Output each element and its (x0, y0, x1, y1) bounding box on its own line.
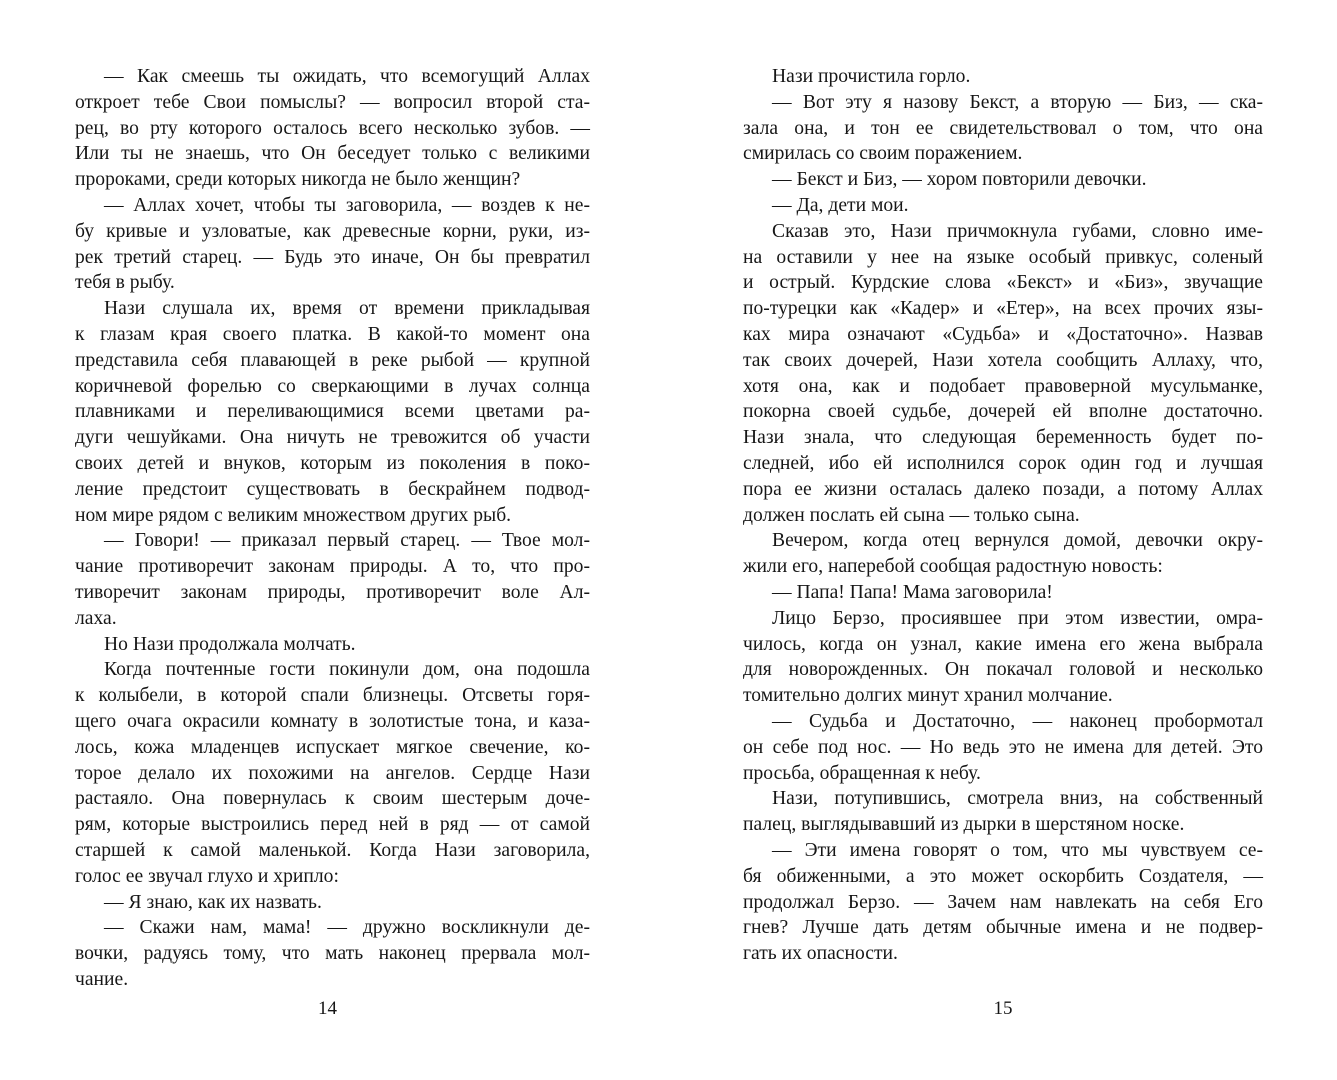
text-line: рям, которые выстроились перед ней в ряд — от самой (75, 814, 590, 836)
text-line: зала она, и тон ее свидетельствовал о том, что она (743, 117, 1263, 139)
text-line: бу кривые и узловатые, как древесные корни, руки, из- (75, 220, 590, 242)
text-line: дуги чешуйками. Она ничуть не тревожится об участи (75, 427, 590, 449)
text-line: откроет тебе Свои помыслы? — вопросил второй ста- (75, 91, 590, 113)
text-line: ках мира означают «Судьба» и «Достаточно». Назвав (743, 323, 1263, 345)
text-line: тебя в рыбу. (75, 272, 175, 294)
text-line: — Да, дети мои. (772, 194, 909, 216)
text-line: покорна своей судьбе, дочерей ей вполне достаточно. (743, 401, 1263, 423)
text-line: просьба, обращенная к небу. (743, 762, 981, 784)
text-line: тиворечит законам природы, противоречит воле Ал- (75, 581, 590, 603)
text-line: Или ты не знаешь, что Он беседует только с великими (75, 143, 590, 165)
text-line: Нази, потупившись, смотрела вниз, на собственный (772, 788, 1263, 810)
text-line: пророками, среди которых никогда не было женщин? (75, 169, 521, 191)
text-line: Вечером, когда отец вернулся домой, девочки окру- (772, 530, 1263, 552)
text-line: к глазам края своего платка. В какой-то момент она (75, 323, 590, 345)
text-line: следней, ибо ей исполнился сорок один год и лучшая (743, 452, 1263, 474)
text-line: — Говори! — приказал первый старец. — Твое мол- (104, 530, 590, 552)
text-line: Нази прочистила горло. (772, 66, 971, 87)
text-line: Нази знала, что следующая беременность будет по- (743, 427, 1263, 449)
text-line: томительно долгих минут хранил молчание. (743, 685, 1113, 707)
text-line: Нази слушала их, время от времени прикладывая (104, 298, 590, 320)
text-line: гать их опасности. (743, 943, 898, 965)
text-line: лось, кожа младенцев испускает мягкое свечение, ко- (75, 736, 590, 758)
text-line: — Бекст и Биз, — хором повторили девочки. (772, 169, 1147, 191)
text-line: лаха. (75, 607, 117, 629)
text-line: — Папа! Папа! Мама заговорила! (772, 581, 1053, 603)
left-page-text (75, 64, 590, 993)
text-line: — Вот эту я назову Бекст, а вторую — Биз, — ска- (772, 91, 1263, 113)
text-line: смирилась со своим поражением. (743, 143, 1023, 165)
text-line: старшей к самой маленькой. Когда Нази заговорила, (75, 839, 590, 861)
text-line: так своих дочерей, Нази хотела сообщить Аллаху, что, (743, 349, 1263, 371)
text-line: — Судьба и Достаточно, — наконец пробормотал (772, 710, 1263, 732)
text-line: продолжал Берзо. — Зачем нам навлекать на себя Его (743, 891, 1263, 913)
text-line: хотя она, как и подобает правоверной мусульманке, (743, 375, 1263, 397)
text-line: голос ее звучал глухо и хрипло: (75, 865, 339, 887)
text-line: чание противоречит законам природы. А то, что про- (75, 556, 590, 578)
text-line: должен послать ей сына — только сына. (743, 504, 1080, 526)
text-line: торое делало их похожими на ангелов. Сердце Нази (75, 762, 590, 784)
text-line: по-турецки как «Кадер» и «Етер», на всех прочих язы- (743, 298, 1263, 320)
left-page-number: 14 (318, 998, 337, 1019)
text-line: ление предстоит существовать в бескрайнем подвод- (75, 478, 590, 500)
text-line: палец, выглядывавший из дырки в шерстяном носке. (743, 814, 1185, 836)
text-line: на оставили у нее на языке особый привкус, соленый (743, 246, 1263, 268)
text-line: вочки, радуясь тому, что мать наконец прервала мол- (75, 943, 590, 965)
text-line: чилось, когда он узнал, какие имена его жена выбрала (743, 633, 1263, 655)
right-page-number: 15 (993, 998, 1013, 1019)
text-line: — Как смеешь ты ожидать, что всемогущий Аллах (104, 66, 590, 87)
text-line: чание. (75, 968, 129, 990)
text-line: Сказав это, Нази причмокнула губами, словно име- (772, 220, 1263, 242)
text-line: рек третий старец. — Будь это иначе, Он бы превратил (75, 246, 590, 268)
text-line: рец, во рту которого осталось всего несколько зубов. — (75, 117, 590, 139)
text-line: и острый. Курдские слова «Бекст» и «Биз», звучащие (743, 272, 1263, 294)
text-line: представила себя плавающей в реке рыбой — крупной (75, 349, 590, 371)
text-line: Когда почтенные гости покинули дом, она подошла (104, 659, 590, 681)
text-line: он себе под нос. — Но ведь это не имена для детей. Это (743, 736, 1263, 758)
text-line: растаяло. Она повернулась к своим шестерым доче- (75, 788, 590, 810)
text-line: плавниками и переливающимися всеми цветами ра- (75, 401, 590, 423)
text-line: — Эти имена говорят о том, что мы чувствуем се- (772, 839, 1263, 861)
text-line: Но Нази продолжала молчать. (104, 633, 356, 655)
text-line: Лицо Берзо, просиявшее при этом известии, омра- (772, 607, 1263, 629)
text-line: своих детей и внуков, которым из поколения в поко- (75, 452, 590, 474)
text-line: к колыбели, в которой спали близнецы. Отсветы горя- (75, 685, 590, 707)
text-line: — Я знаю, как их назвать. (104, 891, 322, 913)
text-line: жили его, наперебой сообщая радостную новость: (743, 556, 1163, 578)
text-line: щего очага окрасили комнату в золотистые тона, и каза- (75, 710, 590, 732)
right-page (743, 0, 1263, 1080)
text-line: — Скажи нам, мама! — дружно воскликнули де- (104, 917, 590, 939)
text-line: для новорожденных. Он покачал головой и несколько (743, 659, 1263, 681)
text-line: гнев? Лучше дать детям обычные имена и не подвер- (743, 917, 1263, 939)
text-line: пора ее жизни осталась далеко позади, а потому Аллах (743, 478, 1263, 500)
text-line: бя обиженными, а это может оскорбить Создателя, — (743, 865, 1263, 887)
text-line: коричневой форелью со сверкающими в лучах солнца (75, 375, 590, 397)
text-line: — Аллах хочет, чтобы ты заговорила, — воздев к не- (104, 194, 590, 216)
left-page (75, 0, 590, 1080)
right-page-text (743, 64, 1263, 967)
text-line: ном мире рядом с великим множеством других рыб. (75, 504, 512, 526)
